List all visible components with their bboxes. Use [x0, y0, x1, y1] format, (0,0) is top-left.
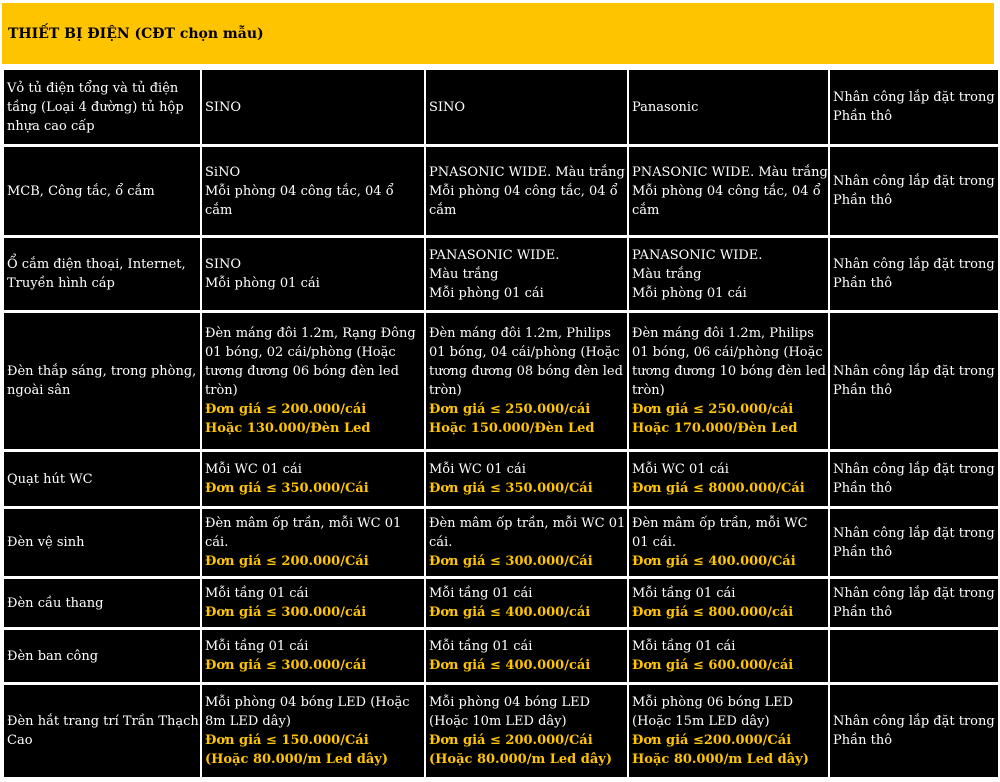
note-cell — [830, 238, 998, 310]
item-label: MCB, Công tắc, ổ cắm — [7, 183, 155, 199]
table-row — [4, 70, 998, 144]
option-3-cell — [629, 147, 828, 235]
spec-text: Mỗi WC 01 cái — [205, 462, 302, 477]
price-text: Hoặc 80.000/m Led dây) — [632, 752, 809, 767]
note-text: Nhân công lắp đặt trong Phần thô — [833, 714, 995, 748]
spec-text: Mỗi tầng 01 cái — [429, 639, 533, 654]
spec-text: Màu trắng — [429, 266, 499, 282]
note-cell — [830, 509, 998, 576]
item-cell — [4, 452, 200, 506]
price-text: Đơn giá ≤ 250.000/cái — [632, 402, 794, 417]
spec-text: Mỗi phòng 01 cái — [429, 285, 544, 301]
item-label: Vỏ tủ điện tổng và tủ điện tầng (Loại 4 đường) tủ hộp nhựa cao cấp — [7, 80, 184, 134]
price-text: Đơn giá ≤ 350.000/Cái — [429, 481, 593, 496]
item-label: Đèn vệ sinh — [7, 535, 85, 550]
table-row — [4, 147, 998, 235]
note-cell — [830, 452, 998, 506]
spec-text: SINO — [205, 99, 242, 115]
section-title: THIẾT BỊ ĐIỆN (CĐT chọn mẫu) — [2, 3, 994, 64]
spec-text: Mỗi phòng 04 bóng LED (Hoặc 10m LED dây) — [429, 695, 591, 729]
item-cell — [4, 630, 200, 682]
note-text: Nhân công lắp đặt trong Phần thô — [833, 174, 995, 208]
spec-text: PNASONIC WIDE. Màu trắng — [429, 164, 625, 180]
spec-text: Mỗi phòng 06 bóng LED (Hoặc 15m LED dây) — [632, 695, 794, 729]
option-3-cell — [629, 509, 828, 576]
price-text: Đơn giá ≤ 200.000/Cái — [429, 733, 593, 748]
spec-text: Mỗi phòng 04 bóng LED (Hoặc 8m LED dây) — [205, 695, 410, 729]
spec-text: Mỗi tầng 01 cái — [205, 639, 309, 654]
price-text: Đơn giá ≤ 250.000/cái — [429, 402, 591, 417]
price-text: Đơn giá ≤ 200.000/cái — [205, 402, 367, 417]
note-cell — [830, 70, 998, 144]
item-cell — [4, 313, 200, 449]
spec-text: Đèn mâm ốp trần, mỗi WC 01 cái. — [205, 516, 402, 550]
spec-text: Đèn mâm ốp trần, mỗi WC 01 cái. — [429, 516, 626, 550]
option-3-cell — [629, 238, 828, 310]
note-text: Nhân công lắp đặt trong Phần thô — [833, 364, 995, 398]
equipment-table — [2, 67, 1000, 780]
price-text: Hoặc 130.000/Đèn Led — [205, 421, 371, 436]
spec-text: SINO — [205, 257, 242, 272]
note-cell — [830, 579, 998, 627]
price-text: Đơn giá ≤ 600.000/cái — [632, 658, 794, 673]
price-text: Đơn giá ≤ 300.000/cái — [205, 605, 367, 620]
price-text: Đơn giá ≤ 300.000/Cái — [429, 554, 593, 569]
spec-text: Đèn máng đôi 1.2m, Rạng Đông 01 bóng, 02 cái/phòng (Hoặc tương đương 06 bóng đèn led tròn) — [205, 326, 416, 398]
option-1-cell — [202, 509, 424, 576]
spec-text: SINO — [429, 99, 466, 115]
price-text: Đơn giá ≤ 8000.000/Cái — [632, 481, 805, 496]
item-cell — [4, 509, 200, 576]
spec-text: Mỗi tầng 01 cái — [632, 586, 736, 601]
option-1-cell — [202, 313, 424, 449]
note-cell — [830, 147, 998, 235]
price-text: Hoặc 150.000/Đèn Led — [429, 421, 595, 436]
note-text: Nhân công lắp đặt trong Phần thô — [833, 257, 995, 291]
price-text: Đơn giá ≤ 200.000/Cái — [205, 554, 369, 569]
spec-text: Mỗi phòng 04 công tắc, 04 ổ cắm — [205, 183, 394, 218]
spec-text: Màu trắng — [632, 266, 702, 282]
price-text: (Hoặc 80.000/m Led dây) — [205, 752, 388, 767]
option-2-cell — [426, 630, 627, 682]
price-text: Đơn giá ≤ 400.000/Cái — [632, 554, 796, 569]
option-2-cell — [426, 70, 627, 144]
option-2-cell — [426, 313, 627, 449]
spec-text: SiNO — [205, 164, 241, 180]
table-row — [4, 238, 998, 310]
option-1-cell — [202, 238, 424, 310]
spec-text: Mỗi phòng 04 công tắc, 04 ổ cắm — [429, 183, 618, 218]
option-1-cell — [202, 579, 424, 627]
note-text: Nhân công lắp đặt trong Phần thô — [833, 462, 995, 496]
item-cell — [4, 147, 200, 235]
table-row — [4, 579, 998, 627]
option-2-cell — [426, 147, 627, 235]
option-3-cell — [629, 70, 828, 144]
item-label: Đèn cầu thang — [7, 595, 104, 611]
spec-text: Mỗi WC 01 cái — [632, 462, 729, 477]
item-cell — [4, 238, 200, 310]
spec-text: PANASONIC WIDE. — [429, 247, 560, 263]
option-1-cell — [202, 147, 424, 235]
option-3-cell — [629, 579, 828, 627]
option-3-cell — [629, 630, 828, 682]
item-cell — [4, 70, 200, 144]
price-text: Hoặc 170.000/Đèn Led — [632, 421, 798, 436]
table-row — [4, 452, 998, 506]
spec-text: Mỗi phòng 01 cái — [632, 285, 747, 301]
note-text: Nhân công lắp đặt trong Phần thô — [833, 525, 995, 560]
option-1-cell — [202, 685, 424, 777]
option-3-cell — [629, 313, 828, 449]
price-text: Đơn giá ≤ 150.000/Cái — [205, 733, 369, 748]
note-cell — [830, 685, 998, 777]
item-cell — [4, 685, 200, 777]
option-2-cell — [426, 452, 627, 506]
option-2-cell — [426, 579, 627, 627]
table-row — [4, 509, 998, 576]
item-label: Đèn ban công — [7, 648, 99, 664]
option-2-cell — [426, 238, 627, 310]
price-text: Đơn giá ≤ 800.000/cái — [632, 605, 794, 620]
price-text: (Hoặc 80.000/m Led dây) — [429, 752, 612, 767]
item-label: Đèn hắt trang trí Trần Thạch Cao — [7, 714, 199, 748]
option-1-cell — [202, 70, 424, 144]
note-cell — [830, 630, 998, 682]
price-text: Đơn giá ≤ 300.000/cái — [205, 658, 367, 673]
spec-text: Panasonic — [632, 99, 699, 115]
spec-text: PNASONIC WIDE. Màu trắng — [632, 164, 828, 180]
item-cell — [4, 579, 200, 627]
spec-text: Mỗi tầng 01 cái — [632, 639, 736, 654]
item-label: Đèn thắp sáng, trong phòng, ngoài sân — [7, 364, 197, 398]
note-text: Nhân công lắp đặt trong Phần thô — [833, 586, 995, 620]
note-cell — [830, 313, 998, 449]
spec-text: Mỗi phòng 01 cái — [205, 276, 320, 291]
spec-text: Đèn mâm ốp trần, mỗi WC 01 cái. — [632, 516, 808, 550]
spec-text: Đèn máng đôi 1.2m, Philips 01 bóng, 04 cái/phòng (Hoặc tương đương 08 bóng đèn led tròn) — [429, 326, 623, 398]
option-1-cell — [202, 452, 424, 506]
price-text: Đơn giá ≤ 400.000/cái — [429, 605, 591, 620]
option-2-cell — [426, 685, 627, 777]
spec-text: Đèn máng đôi 1.2m, Philips 01 bóng, 06 cái/phòng (Hoặc tương đương 10 bóng đèn led tròn) — [632, 326, 826, 398]
spec-text: Mỗi phòng 04 công tắc, 04 ổ cắm — [632, 183, 821, 218]
note-text: Nhân công lắp đặt trong Phần thô — [833, 90, 995, 124]
item-label: Ổ cắm điện thoại, Internet, Truyền hình cáp — [7, 257, 186, 291]
option-1-cell — [202, 630, 424, 682]
option-2-cell — [426, 509, 627, 576]
price-text: Đơn giá ≤ 350.000/Cái — [205, 481, 369, 496]
option-3-cell — [629, 685, 828, 777]
price-text: Đơn giá ≤200.000/Cái — [632, 733, 792, 748]
price-text: Đơn giá ≤ 400.000/cái — [429, 658, 591, 673]
spec-text: PANASONIC WIDE. — [632, 247, 763, 263]
spec-text: Mỗi WC 01 cái — [429, 462, 526, 477]
spec-text: Mỗi tầng 01 cái — [429, 586, 533, 601]
table-row — [4, 685, 998, 777]
option-3-cell — [629, 452, 828, 506]
table-row — [4, 313, 998, 449]
item-label: Quạt hút WC — [7, 471, 93, 487]
table-row — [4, 630, 998, 682]
spec-text: Mỗi tầng 01 cái — [205, 586, 309, 601]
